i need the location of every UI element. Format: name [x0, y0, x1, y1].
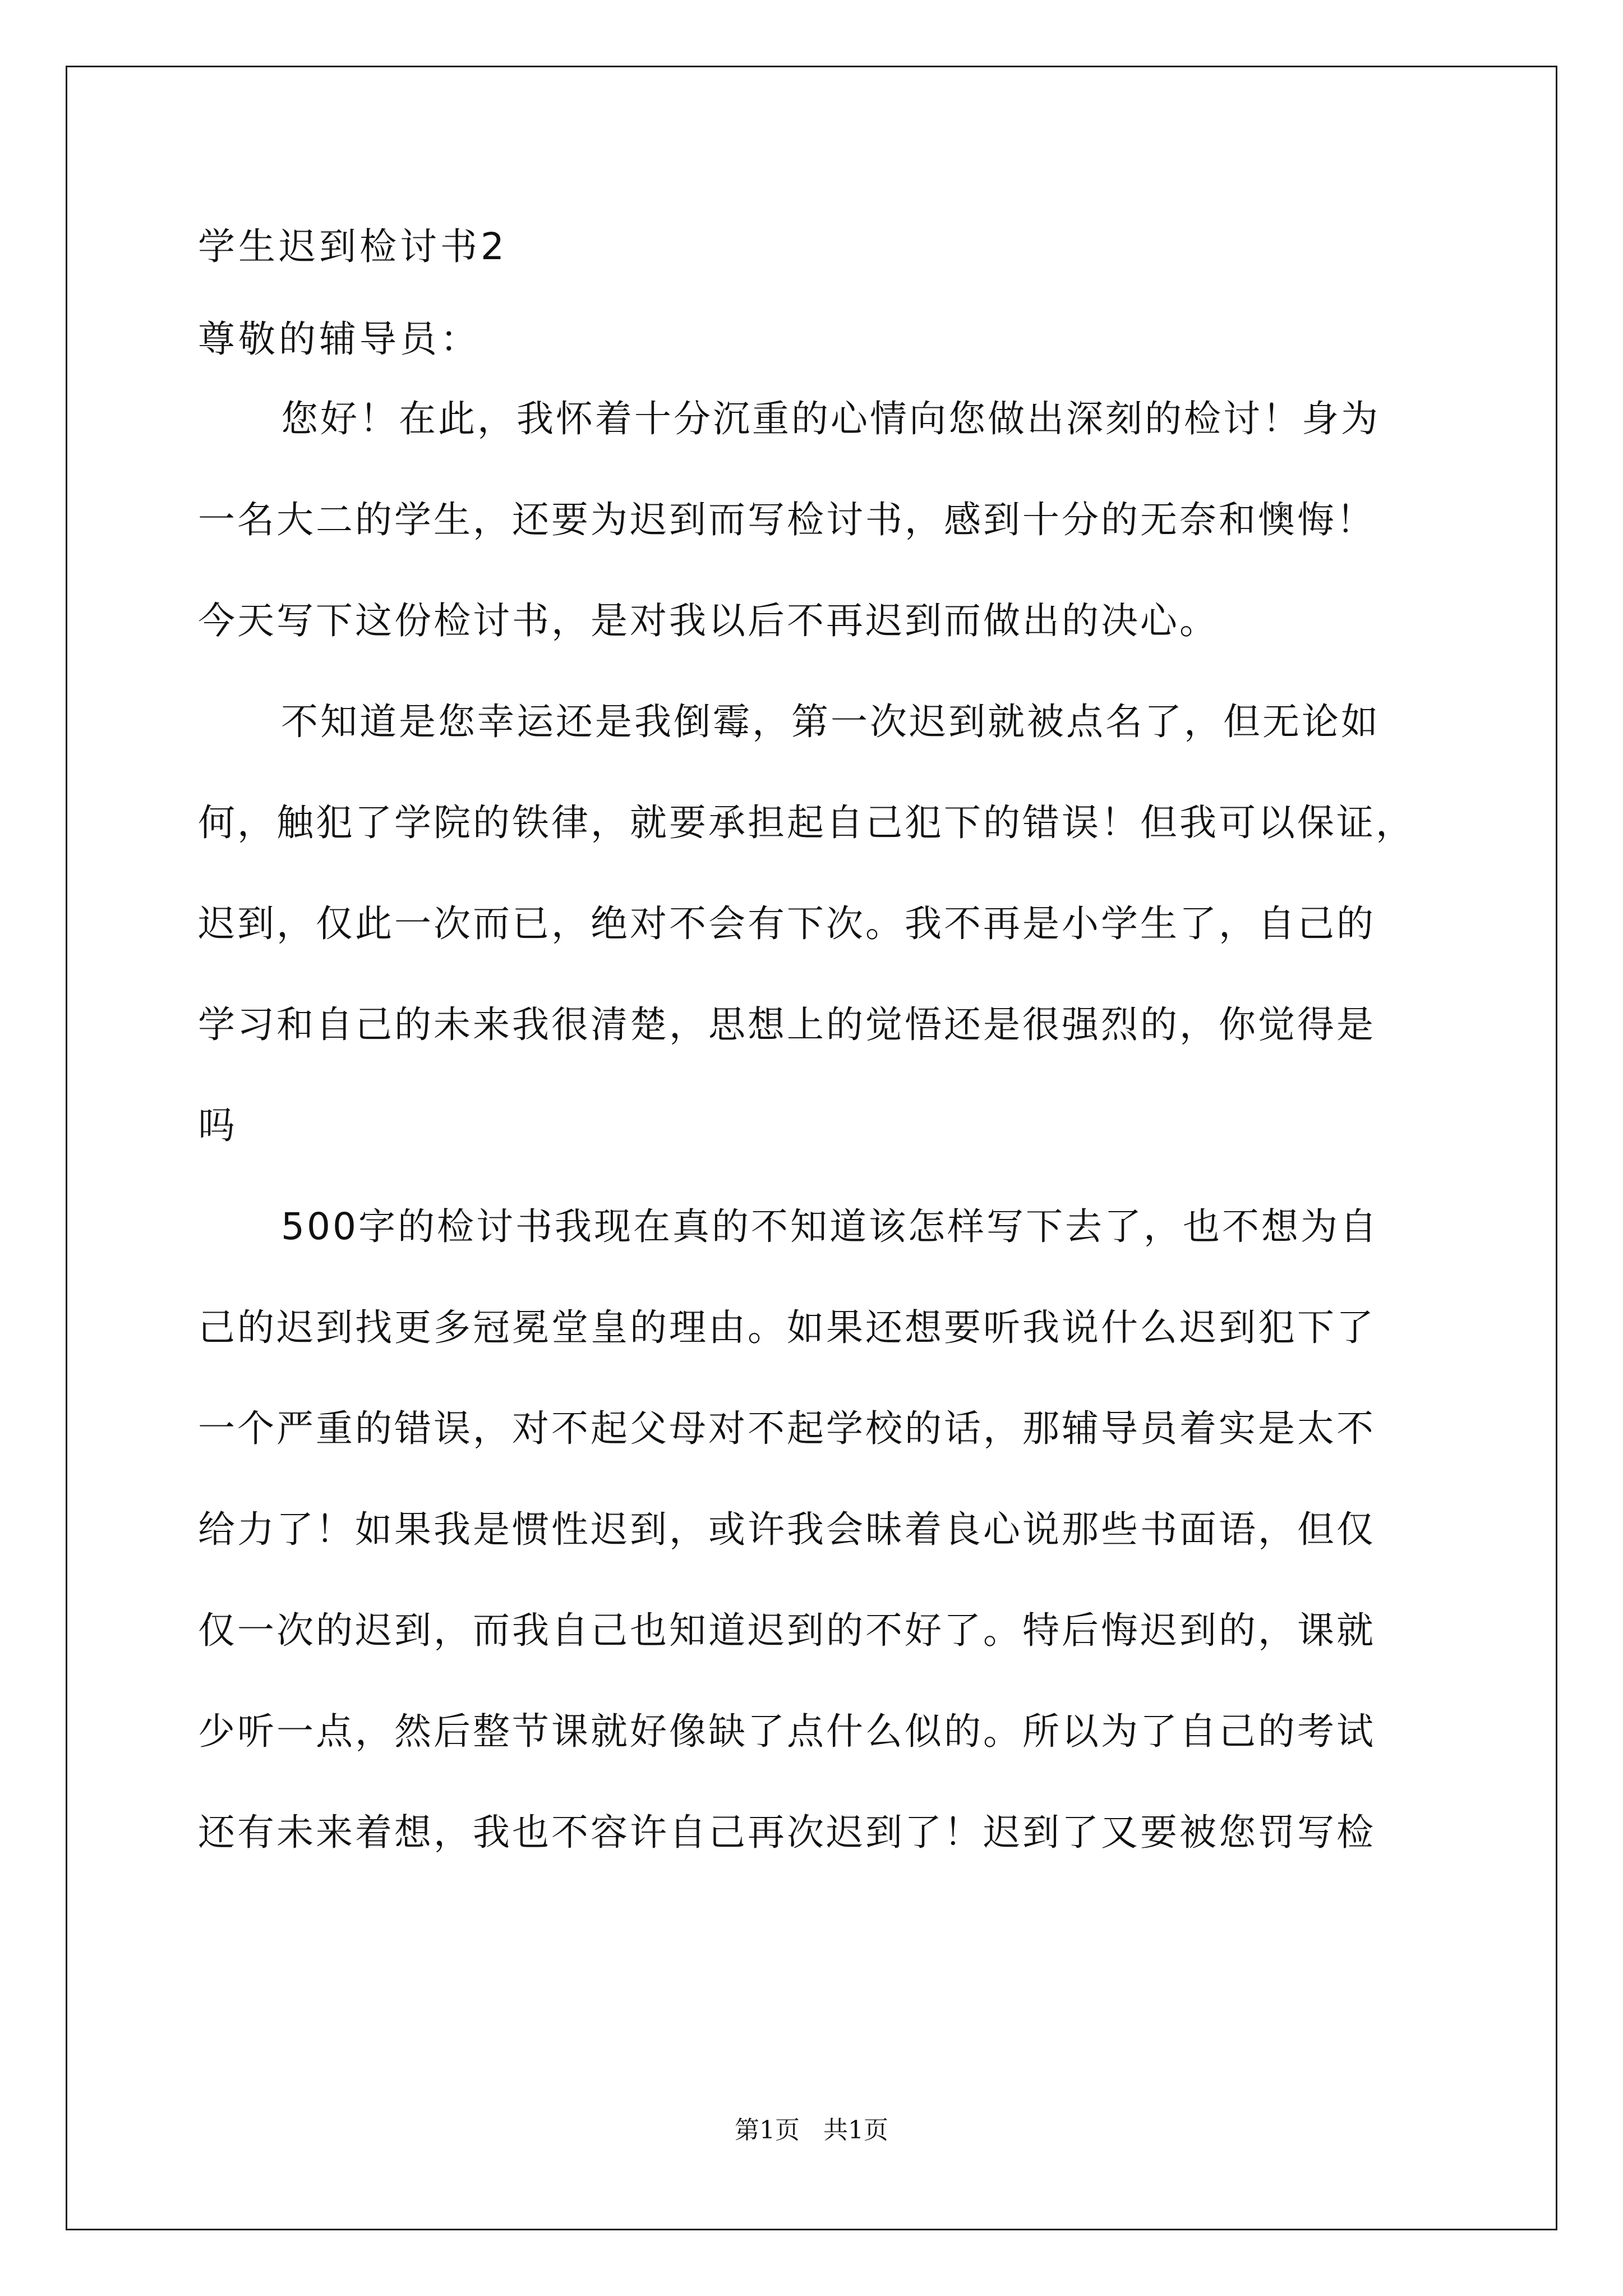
paragraph-line: 给力了！如果我是惯性迟到，或许我会昧着良心说那些书面语，但仅: [198, 1508, 1376, 1551]
paragraph-line: 一名大二的学生，还要为迟到而写检讨书，感到十分的无奈和懊悔！: [198, 498, 1376, 541]
paragraph-3: [198, 1202, 1432, 1858]
paragraph-line: 仅一次的迟到，而我自己也知道迟到的不好了。特后悔迟到的，课就: [198, 1609, 1376, 1652]
paragraph-line: 一个严重的错误，对不起父母对不起学校的话，那辅导员着实是太不: [198, 1407, 1376, 1450]
paragraph-line: 不知道是您幸运还是我倒霉，第一次迟到就被点名了，但无论如: [281, 700, 1380, 743]
document-title: 学生迟到检讨书2: [198, 225, 508, 268]
paragraph-line: 您好！在此，我怀着十分沉重的心情向您做出深刻的检讨！身为: [281, 397, 1380, 440]
paragraph-line: 500字的检讨书我现在真的不知道该怎样写下去了，也不想为自: [281, 1205, 1379, 1248]
paragraph-line: 何，触犯了学院的铁律，就要承担起自己犯下的错误！但我可以保证，: [198, 801, 1415, 844]
page-number-footer: 第1页 共1页: [735, 2116, 888, 2145]
paragraph-line: 吗: [198, 1104, 237, 1147]
salutation: 尊敬的辅导员：: [198, 318, 481, 361]
paragraph-line: 己的迟到找更多冠冕堂皇的理由。如果还想要听我说什么迟到犯下了: [198, 1306, 1376, 1349]
paragraph-2: [198, 697, 1432, 1151]
paragraph-line: 少听一点，然后整节课就好像缺了点什么似的。所以为了自己的考试: [198, 1710, 1376, 1753]
paragraph-line: 今天写下这份检讨书，是对我以后不再迟到而做出的决心。: [198, 599, 1219, 642]
paragraph-line: 学习和自己的未来我很清楚，思想上的觉悟还是很强烈的，你觉得是: [198, 1003, 1376, 1046]
paragraph-line: 还有未来着想，我也不容许自己再次迟到了！迟到了又要被您罚写检: [198, 1811, 1376, 1854]
document-body: [198, 222, 1432, 1908]
paragraph-1: [198, 394, 1432, 646]
paragraph-line: 迟到，仅此一次而已，绝对不会有下次。我不再是小学生了，自己的: [198, 902, 1376, 945]
